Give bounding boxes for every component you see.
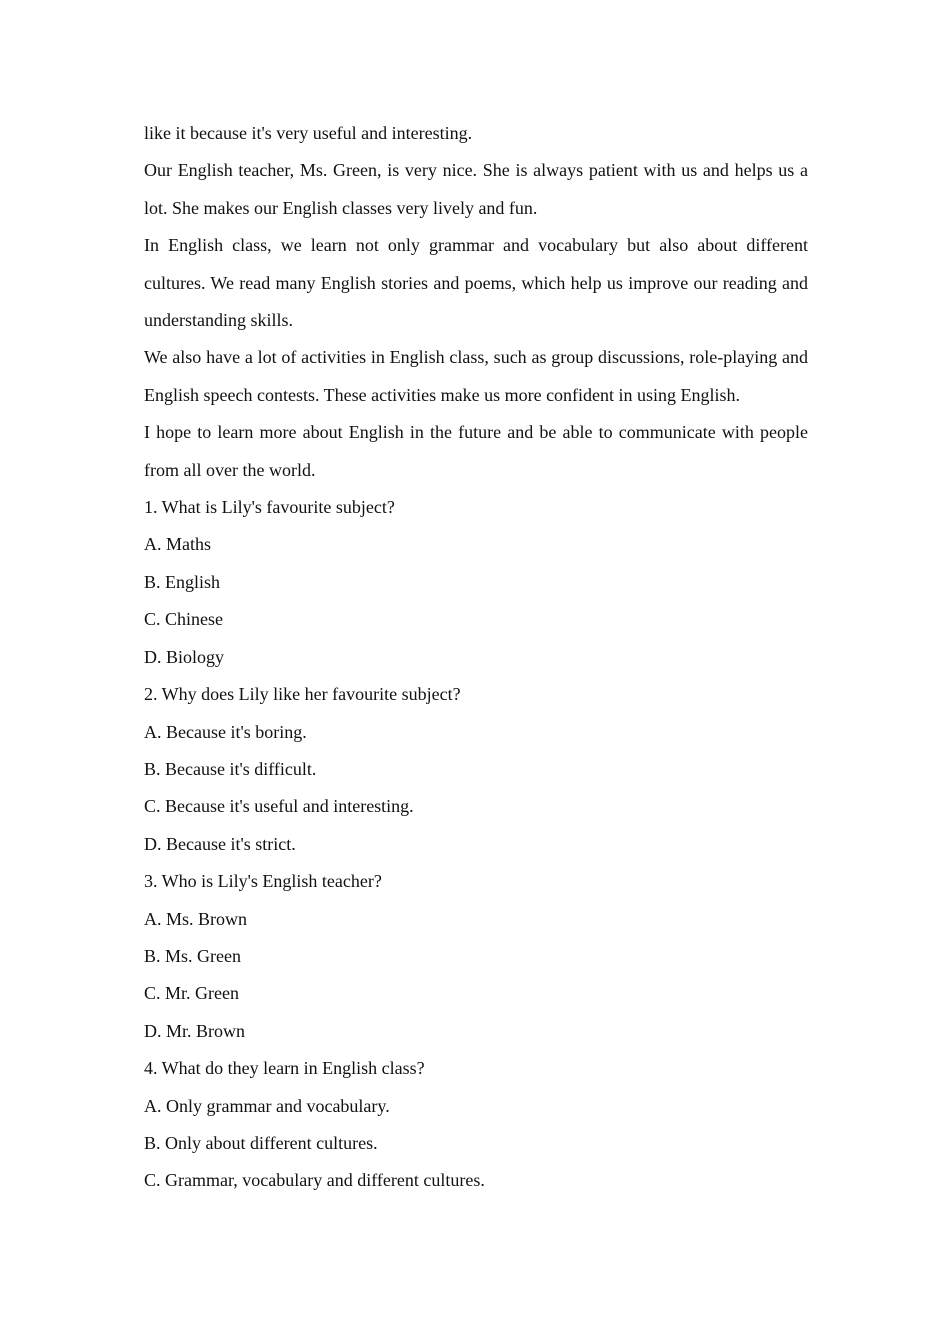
answer-option: A. Because it's boring. <box>144 721 307 742</box>
answer-option: B. Only about different cultures. <box>144 1132 378 1153</box>
passage-paragraph: like it because it's very useful and interesting. <box>144 123 473 143</box>
reading-passage <box>144 115 808 489</box>
question-text: 3. Who is Lily's English teacher? <box>144 871 382 892</box>
answer-option: C. Because it's useful and interesting. <box>144 796 414 817</box>
answer-option: C. Chinese <box>144 609 223 630</box>
answer-option: A. Ms. Brown <box>144 908 248 929</box>
passage-paragraph: We also have a lot of activities in English class, such as group discussions, role-playing and English speech contests. These activities make us more confident in using English. <box>144 347 808 405</box>
answer-option: A. Only grammar and vocabulary. <box>144 1095 390 1116</box>
answer-option: C. Mr. Green <box>144 983 239 1004</box>
question-text: 2. Why does Lily like her favourite subject? <box>144 684 461 705</box>
question-3 <box>144 863 808 1050</box>
answer-option: A. Maths <box>144 534 211 555</box>
passage-paragraph: Our English teacher, Ms. Green, is very nice. She is always patient with us and helps us a lot. She makes our English classes very lively and fun. <box>144 160 808 218</box>
answer-option: B. English <box>144 571 221 592</box>
answer-option: D. Because it's strict. <box>144 833 296 854</box>
answer-option: C. Grammar, vocabulary and different cultures. <box>144 1170 485 1191</box>
document-page <box>144 115 808 1200</box>
answer-option: D. Mr. Brown <box>144 1020 246 1041</box>
answer-option: B. Ms. Green <box>144 945 241 966</box>
question-text: 1. What is Lily's favourite subject? <box>144 497 395 518</box>
answer-option: B. Because it's difficult. <box>144 758 317 779</box>
answer-option: D. Biology <box>144 646 225 667</box>
question-4 <box>144 1050 808 1200</box>
question-text: 4. What do they learn in English class? <box>144 1058 425 1079</box>
question-1 <box>144 489 808 676</box>
question-2 <box>144 676 808 863</box>
passage-paragraph: I hope to learn more about English in the future and be able to communicate with people from all over the world. <box>144 422 808 480</box>
passage-paragraph: In English class, we learn not only grammar and vocabulary but also about different cultures. We read many English stories and poems, which help us improve our reading and understanding skills. <box>144 235 808 331</box>
